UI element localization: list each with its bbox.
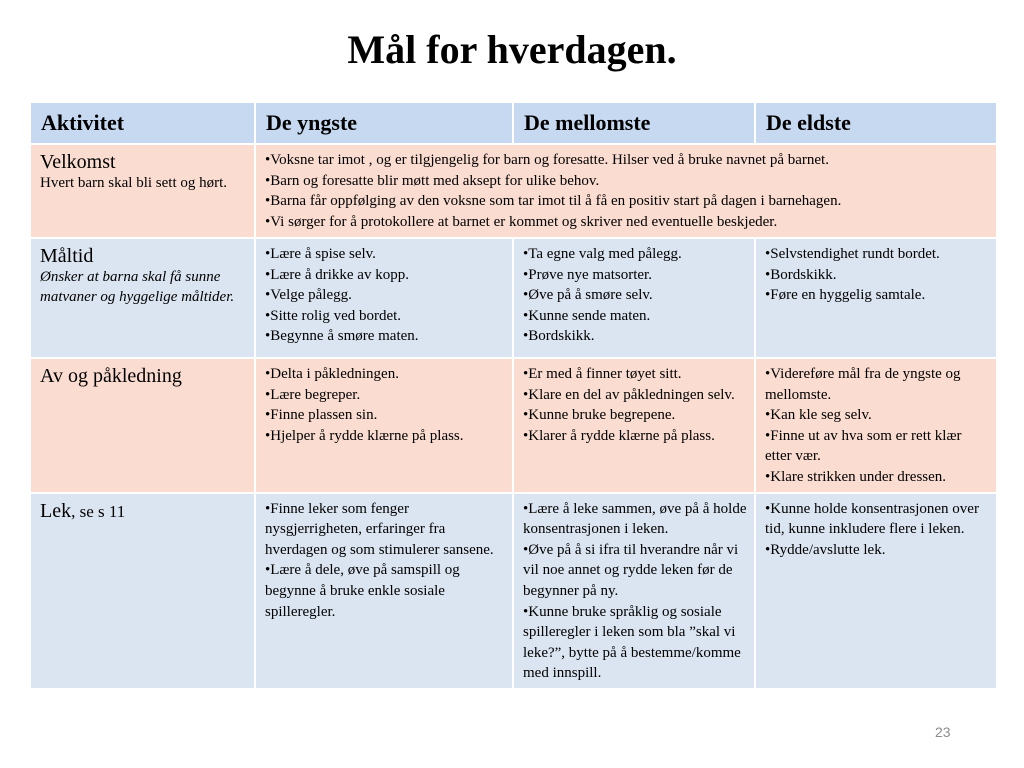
goal-item: •Prøve nye matsorter. — [523, 266, 652, 283]
activity-cell — [30, 358, 255, 493]
goal-item: •Bordskikk. — [765, 266, 837, 283]
goal-item: •Klare strikken under dressen. — [765, 468, 947, 485]
goal-item: •Føre en hyggelig samtale. — [765, 287, 926, 304]
column-header-eldste: De eldste — [755, 102, 997, 144]
mellomste-cell — [513, 238, 755, 358]
column-header-aktivitet: Aktivitet — [30, 102, 255, 144]
goal-item: •Bordskikk. — [523, 328, 595, 345]
goal-item: •Barn og foresatte blir møtt med aksept for ulike behov. — [265, 172, 600, 189]
page-number: 23 — [935, 724, 951, 740]
eldste-cell — [755, 358, 997, 493]
yngste-cell — [255, 493, 513, 689]
activity-name: Måltid — [40, 245, 94, 267]
goal-item: •Klare en del av påkledningen selv. — [523, 386, 735, 403]
goal-item: •Begynne å smøre maten. — [265, 328, 419, 345]
table-row-velkomst — [30, 144, 997, 238]
goal-item: •Finne ut av hva som er rett klær etter vær. — [765, 427, 962, 465]
goal-item: •Finne leker som fenger nysgjerrigheten, erfaringer fra hverdagen og som stimulerer sansene. — [265, 500, 494, 558]
yngste-cell — [255, 238, 513, 358]
table-row-lek — [30, 493, 997, 689]
goal-item: •Delta i påkledningen. — [265, 366, 399, 382]
goal-item: •Lære å leke sammen, øve på å holde konsentrasjonen i leken. — [523, 500, 747, 538]
goal-item: •Finne plassen sin. — [265, 407, 378, 424]
goal-item: •Lære å spise selv. — [265, 246, 376, 262]
goal-item: •Sitte rolig ved bordet. — [265, 307, 402, 324]
goal-item: •Hjelper å rydde klærne på plass. — [265, 427, 464, 444]
goal-item: •Øve på å si ifra til hverandre når vi vil noe annet og rydde leken før de begynner på ny. — [523, 541, 739, 599]
activity-cell — [30, 238, 255, 358]
table-row-pakledning — [30, 358, 997, 493]
goal-item: •Velge pålegg. — [265, 287, 352, 304]
activity-note: Hvert barn skal bli sett og hørt. — [40, 175, 228, 191]
goal-item: •Kunne bruke språklig og sosiale spilleregler i leken som bla ”skal vi leke?”, bytte på å bestemme/komme med innspill. — [523, 603, 741, 682]
activity-note: Ønsker at barna skal få sunne matvaner og hyggelige måltider. — [40, 269, 235, 305]
goal-item: •Ta egne valg med pålegg. — [523, 246, 682, 262]
mellomste-cell — [513, 493, 755, 689]
goal-item: •Videreføre mål fra de yngste og mellomste. — [765, 366, 961, 403]
slide-title: Mål for hverdagen. — [347, 27, 677, 72]
shared-goals-cell — [255, 144, 997, 238]
goal-item: •Vi sørger for å protokollere at barnet er kommet og skriver ned eventuelle beskjeder. — [265, 213, 778, 230]
activity-name: Av og påkledning — [40, 365, 182, 387]
activity-page-reference: , se s 11 — [71, 501, 126, 521]
yngste-cell — [255, 358, 513, 493]
goal-item: •Barna får oppfølging av den voksne som tar imot til å få en positiv start på dagen i barnehagen. — [265, 193, 842, 210]
goal-item: •Klarer å rydde klærne på plass. — [523, 427, 715, 444]
mellomste-cell — [513, 358, 755, 493]
goal-item: •Kan kle seg selv. — [765, 407, 872, 424]
goal-item: •Lære begreper. — [265, 386, 361, 403]
activity-name — [40, 500, 246, 523]
goal-item: •Kunne bruke begrepene. — [523, 407, 676, 424]
column-header-yngste: De yngste — [255, 102, 513, 144]
goal-item: •Kunne holde konsentrasjonen over tid, kunne inkludere flere i leken. — [765, 500, 979, 538]
activity-name-text: Lek — [40, 499, 72, 522]
goal-item: •Er med å finner tøyet sitt. — [523, 366, 682, 382]
activity-name: Velkomst — [40, 151, 116, 173]
goal-item: •Rydde/avslutte lek. — [765, 541, 886, 558]
column-header-mellomste: De mellomste — [513, 102, 755, 144]
activity-cell — [30, 144, 255, 238]
goal-item: •Lære å drikke av kopp. — [265, 266, 409, 283]
goal-item: •Selvstendighet rundt bordet. — [765, 246, 940, 262]
table-row-maltid — [30, 238, 997, 358]
goal-item: •Lære å dele, øve på samspill og begynne å bruke enkle sosiale spilleregler. — [265, 562, 460, 620]
activity-cell — [30, 493, 255, 689]
eldste-cell — [755, 238, 997, 358]
table-header-row — [30, 102, 997, 144]
goal-item: •Voksne tar imot , og er tilgjengelig for barn og foresatte. Hilser ved å bruke navnet på barnet. — [265, 152, 829, 168]
goals-table — [29, 101, 998, 690]
goal-item: •Kunne sende maten. — [523, 307, 651, 324]
goal-item: •Øve på å smøre selv. — [523, 287, 653, 304]
eldste-cell — [755, 493, 997, 689]
